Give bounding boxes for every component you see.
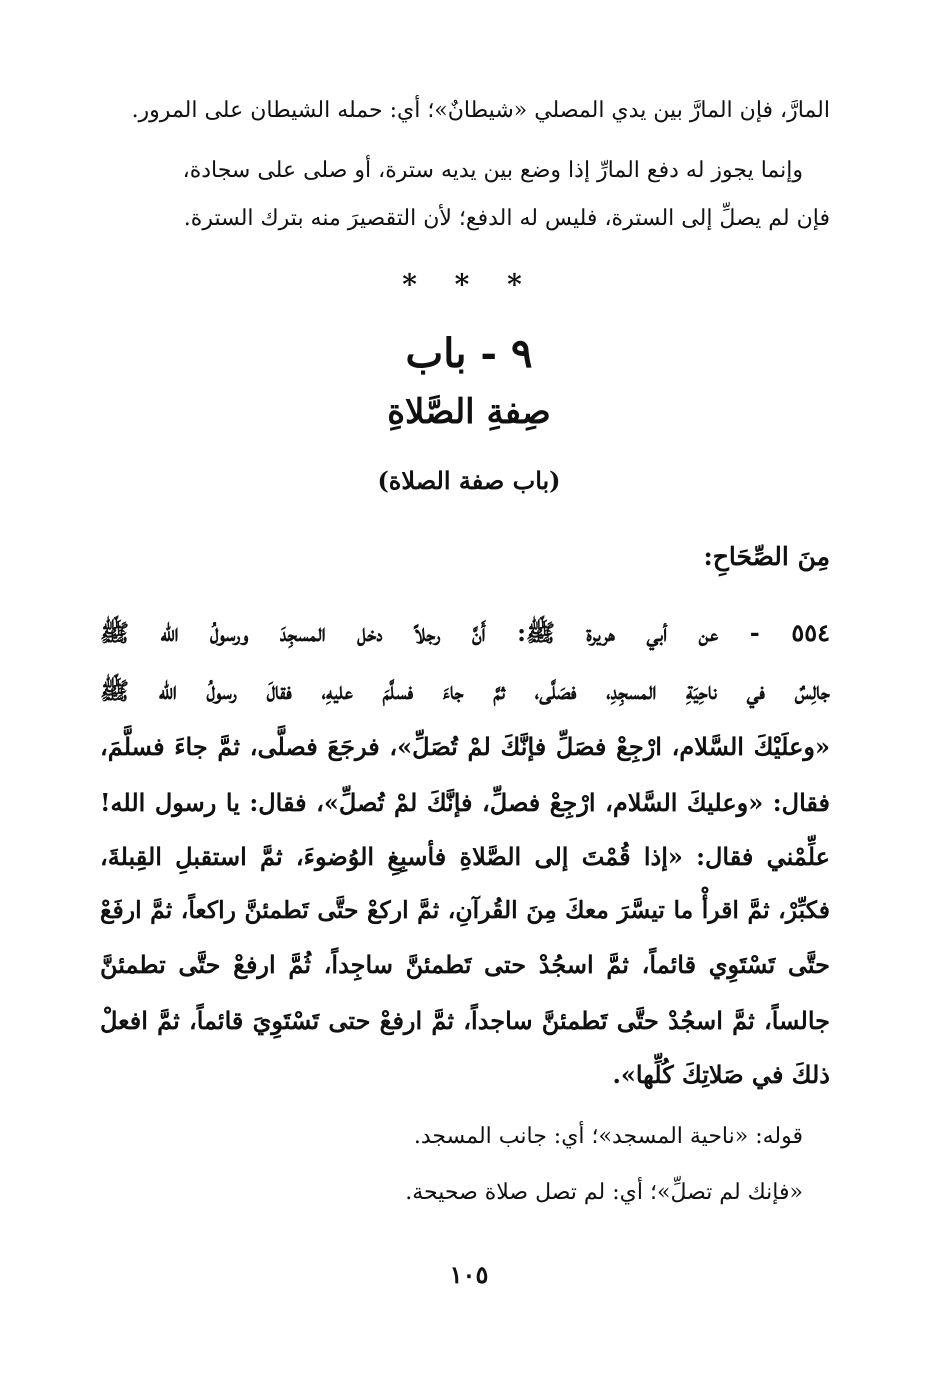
hadith-line-9: ذلكَ في صَلاتِكَ كُلِّها». bbox=[612, 1060, 830, 1089]
separator-stars: * * * bbox=[402, 268, 536, 301]
chapter-number: ٩ - باب bbox=[405, 330, 533, 377]
hadith-line-8: جالساً، ثمَّ اسجُدْ حتَّى تَطمئنَّ ساجداً، ثمَّ ارفعْ حتى تَسْتَوِيَ قائماً، ثمَّ افعلْ bbox=[100, 1006, 830, 1035]
hadith-line-3: «وعلَيْكَ السَّلام، ارْجِعْ فصَلِّ فإنَّكَ لمْ تُصَلِّ»، فرجَعَ فصلَّى، ثمَّ جاءَ فسلَّمَ، bbox=[100, 732, 830, 761]
chapter-subtitle: (باب صفة الصلاة) bbox=[377, 466, 561, 495]
hadith-line-2: جالِسٌ في ناحِيَةِ المسجِدِ، فصَلَّى، ثمَّ جاءَ فسلَّمَ عليهِ، فقالَ رسولُ الله ﷺ bbox=[100, 676, 830, 705]
note-line-1: قوله: «ناحية المسجد»؛ أي: جانب المسجد. bbox=[413, 1124, 803, 1149]
top-text-line-2: وإنما يجوز له دفع المارِّ إذا وضع بين يديه سترة، أو صلى على سجادة، bbox=[182, 158, 803, 183]
hadith-line-7: حتَّى تَسْتَوِي قائماً، ثمَّ اسجُدْ حتى تَطمئنَّ ساجِداً، ثُمَّ ارفعْ حتَّى تطمئنَّ bbox=[100, 950, 830, 979]
note-line-2: «فإنك لم تصلِّ»؛ أي: لم تصل صلاة صحيحة. bbox=[405, 1180, 803, 1205]
top-text-line-1: المارَّ، فإن المارَّ بين يدي المصلي «شيطانٌ»؛ أي: حمله الشيطان على المرور. bbox=[131, 98, 830, 123]
page-number: ١٠٥ bbox=[449, 1260, 489, 1289]
chapter-title: صِفةِ الصَّلاةِ bbox=[387, 392, 551, 432]
hadith-line-5: علِّمْني فقال: «إذا قُمْتَ إلى الصَّلاةِ فأسبِغِ الوُضوءَ، ثمَّ استقبلِ القِبلةَ، bbox=[100, 842, 830, 871]
hadith-line-4: فقال: «وعليكَ السَّلام، ارْجِعْ فصلِّ، فإنَّكَ لمْ تُصلِّ»، فقال: يا رسول الله! bbox=[100, 788, 830, 817]
top-text-line-3: فإن لم يصلِّ إلى السترة، فليس له الدفع؛ لأن التقصيرَ منه بترك السترة. bbox=[183, 206, 830, 231]
hadith-line-6: فكبِّرْ، ثمَّ اقرأْ ما تيسَّرَ معكَ مِنَ القُرآنِ، ثمَّ اركعْ حتَّى تَطمئنَّ راكعاً، ثمَّ ارفَعْ bbox=[100, 896, 830, 924]
section-label: مِنَ الصِّحَاحِ: bbox=[703, 542, 830, 571]
hadith-line-1: ٥٥٤ - عن أبي هريرة ﷺ: أَنَّ رجلاً دخل المسجِدَ ورسولُ الله ﷺ bbox=[100, 618, 830, 647]
